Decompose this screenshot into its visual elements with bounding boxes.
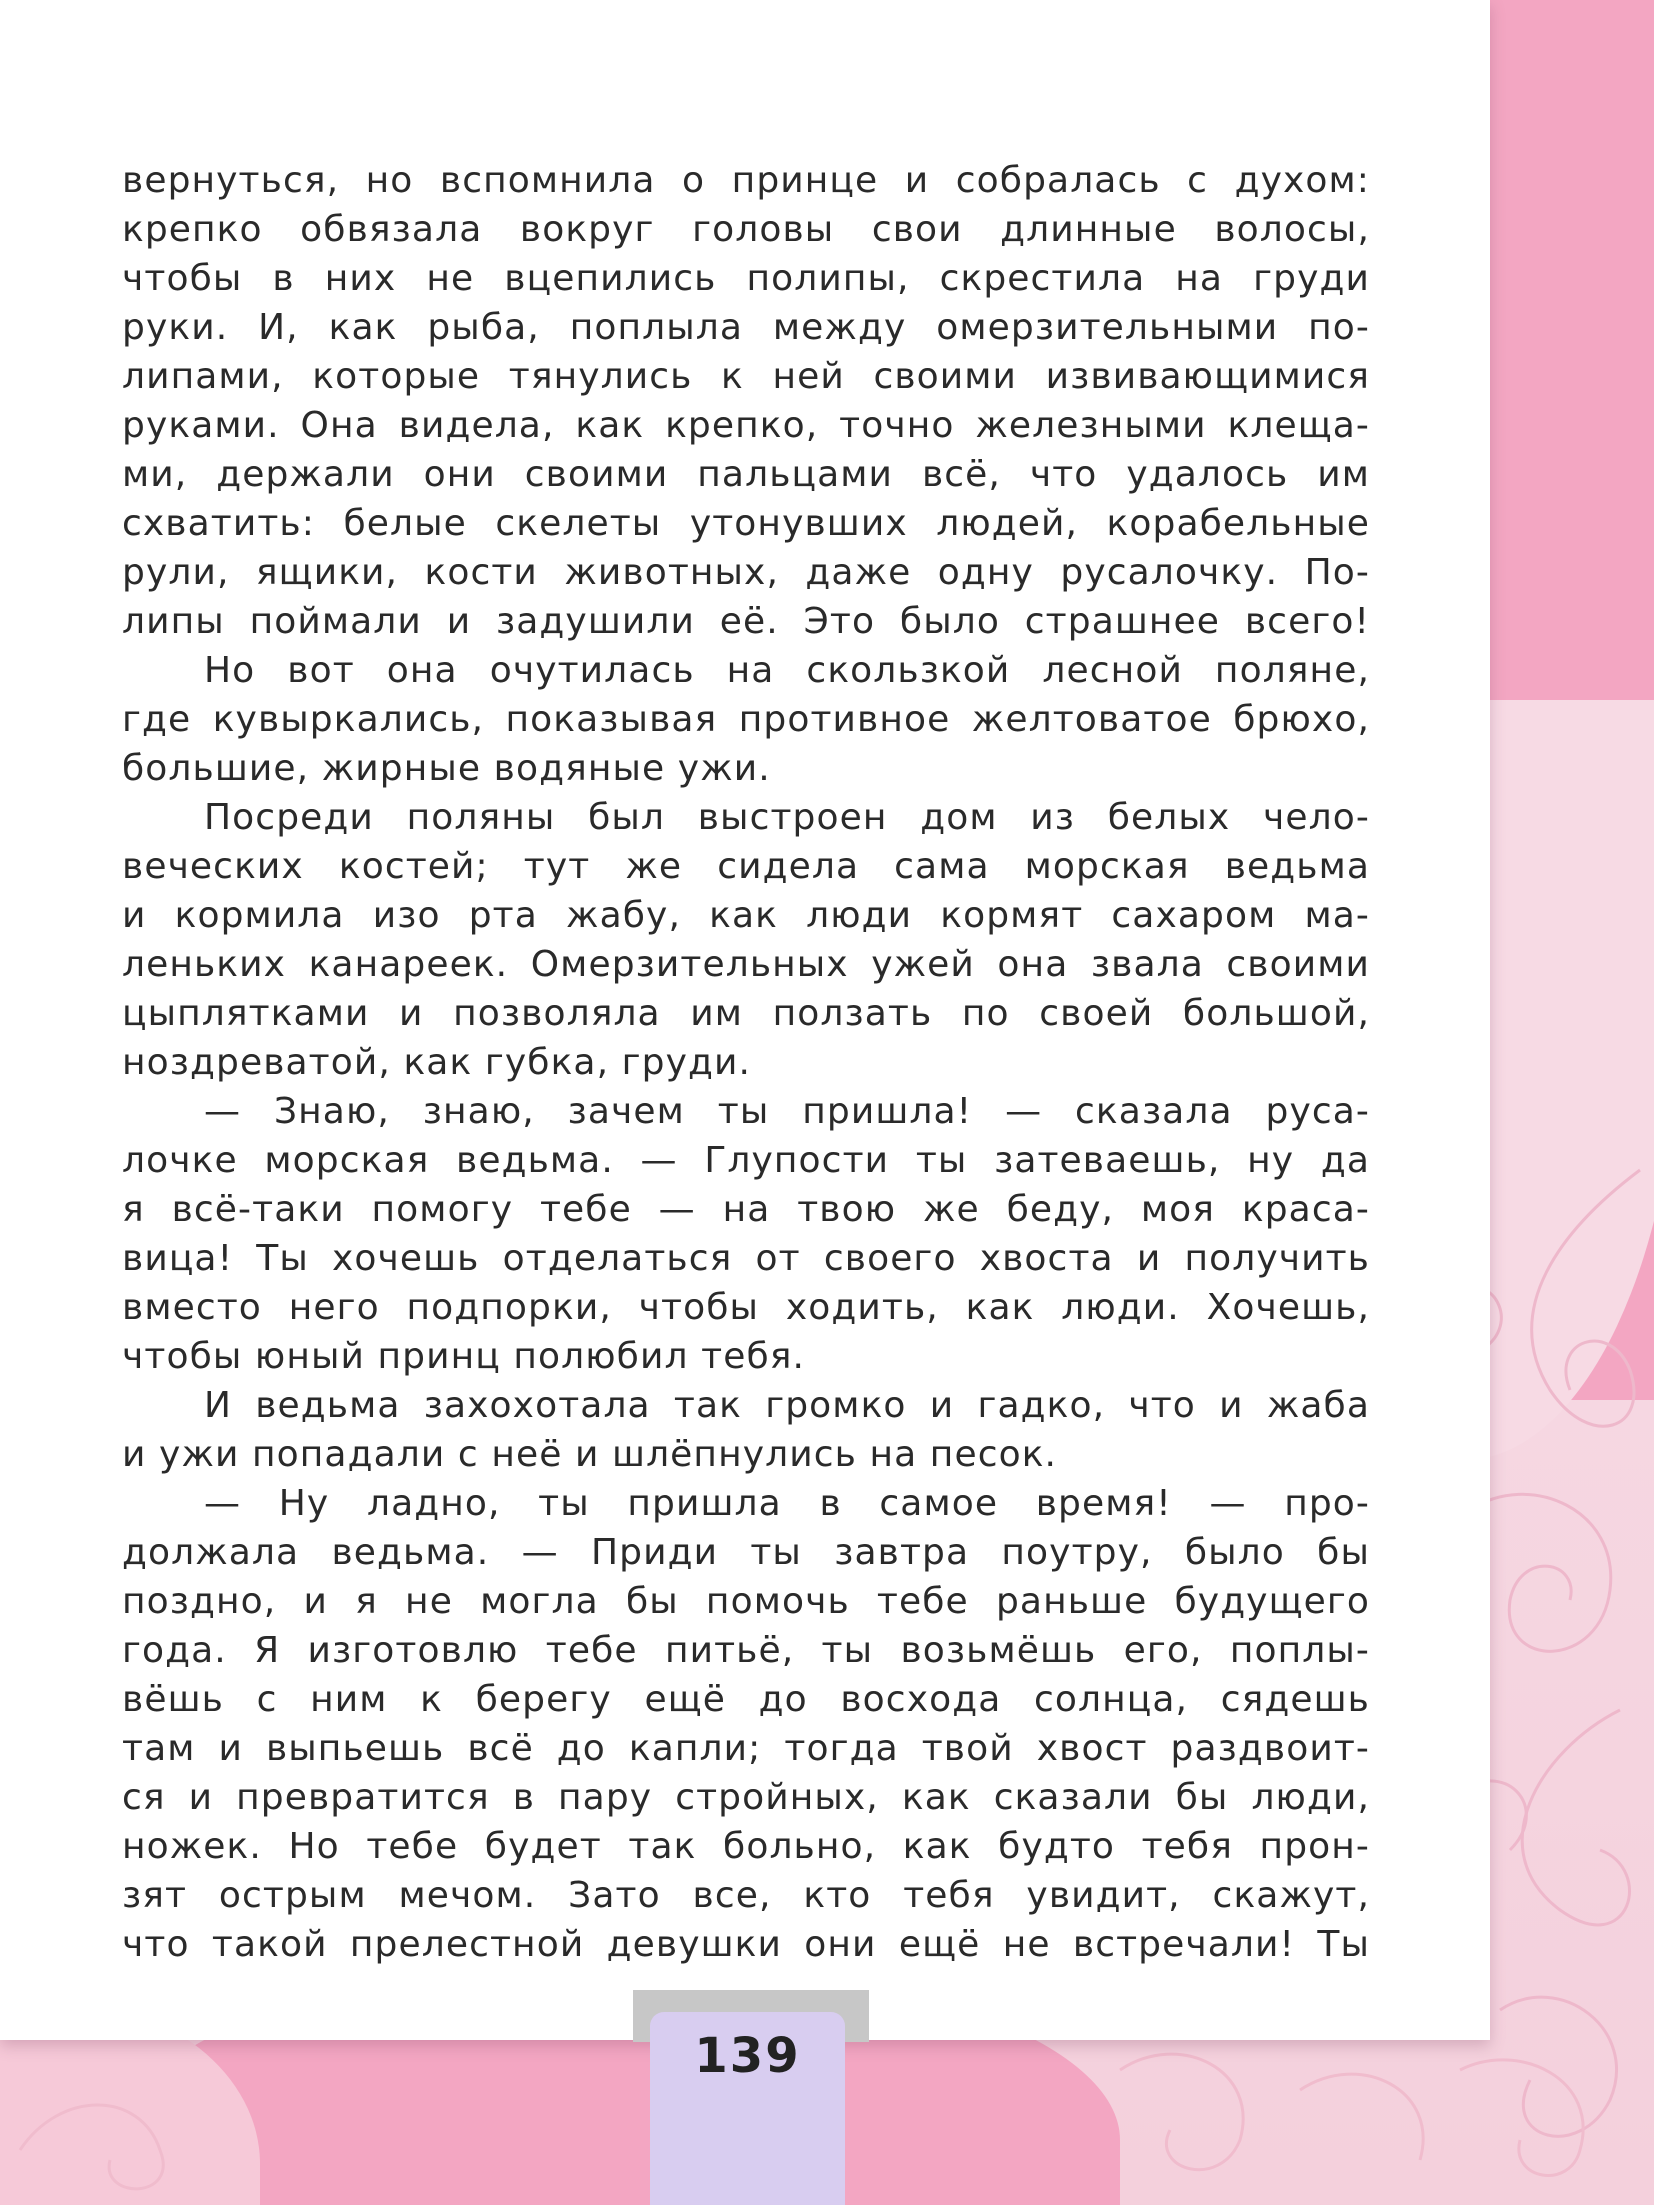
text-line: я всё-таки помогу тебе — на твою же беду, моя краса- — [122, 1189, 1370, 1230]
page-text — [122, 156, 1370, 1969]
text-line: веческих костей; тут же сидела сама морская ведьма — [122, 846, 1370, 887]
text-line: рули, ящики, кости животных, даже одну русалочку. По- — [122, 552, 1370, 593]
text-line: зят острым мечом. Зато все, кто тебя увидит, скажут, — [122, 1875, 1370, 1916]
text-line: леньких канареек. Омерзительных ужей она звала своими — [122, 944, 1370, 985]
text-line: ножек. Но тебе будет так больно, как будто тебя прон- — [122, 1826, 1370, 1867]
text-line: липами, которые тянулись к ней своими извивающимися — [122, 356, 1370, 397]
text-line: где кувыркались, показывая противное желтоватое брюхо, — [122, 699, 1370, 740]
paragraph-end-line: большие, жирные водяные ужи. — [122, 748, 771, 789]
text-line: ми, держали они своими пальцами всё, что удалось им — [122, 454, 1370, 495]
text-line: года. Я изготовлю тебе питьё, ты возьмёшь его, поплы- — [122, 1630, 1370, 1671]
paragraph-end-line: и ужи попадали с неё и шлёпнулись на песок. — [122, 1434, 1058, 1475]
text-line: вернуться, но вспомнила о принце и собралась с духом: — [122, 160, 1370, 201]
text-line: что такой прелестной девушки они ещё не встречали! Ты — [122, 1924, 1370, 1965]
text-line: должала ведьма. — Приди ты завтра поутру, было бы — [122, 1532, 1370, 1573]
page-number: 139 — [694, 2028, 801, 2084]
paragraph-start-line: — Ну ладно, ты пришла в самое время! — про- — [204, 1483, 1370, 1524]
text-line: вместо него подпорки, чтобы ходить, как люди. Хочешь, — [122, 1287, 1370, 1328]
text-line: вёшь с ним к берегу ещё до восхода солнца, сядешь — [122, 1679, 1370, 1720]
text-line: ся и превратится в пару стройных, как сказали бы люди, — [122, 1777, 1370, 1818]
paragraph-start-line: Посреди поляны был выстроен дом из белых чело- — [204, 797, 1370, 838]
text-line: вица! Ты хочешь отделаться от своего хвоста и получить — [122, 1238, 1370, 1279]
text-line: руки. И, как рыба, поплыла между омерзительными по- — [122, 307, 1370, 348]
paragraph-start-line: Но вот она очутилась на скользкой лесной поляне, — [204, 650, 1370, 691]
text-line: и кормила изо рта жабу, как люди кормят сахаром ма- — [122, 895, 1370, 936]
text-line: поздно, и я не могла бы помочь тебе раньше будущего — [122, 1581, 1370, 1622]
paragraph-start-line: И ведьма захохотала так громко и гадко, что и жаба — [204, 1385, 1370, 1426]
paragraph-end-line: ноздреватой, как губка, груди. — [122, 1042, 752, 1083]
text-line: цыплятками и позволяла им ползать по своей большой, — [122, 993, 1370, 1034]
text-line: схватить: белые скелеты утонувших людей, корабельные — [122, 503, 1370, 544]
text-line: крепко обвязала вокруг головы свои длинные волосы, — [122, 209, 1370, 250]
text-line: руками. Она видела, как крепко, точно железными клеща- — [122, 405, 1370, 446]
text-line: чтобы в них не вцепились полипы, скрестила на груди — [122, 258, 1370, 299]
text-line: липы поймали и задушили её. Это было страшнее всего! — [122, 601, 1370, 642]
text-line: там и выпьешь всё до капли; тогда твой хвост раздвоит- — [122, 1728, 1370, 1769]
text-line: лочке морская ведьма. — Глупости ты затеваешь, ну да — [122, 1140, 1370, 1181]
paragraph-end-line: чтобы юный принц полюбил тебя. — [122, 1336, 806, 1377]
paragraph-start-line: — Знаю, знаю, зачем ты пришла! — сказала руса- — [204, 1091, 1370, 1132]
